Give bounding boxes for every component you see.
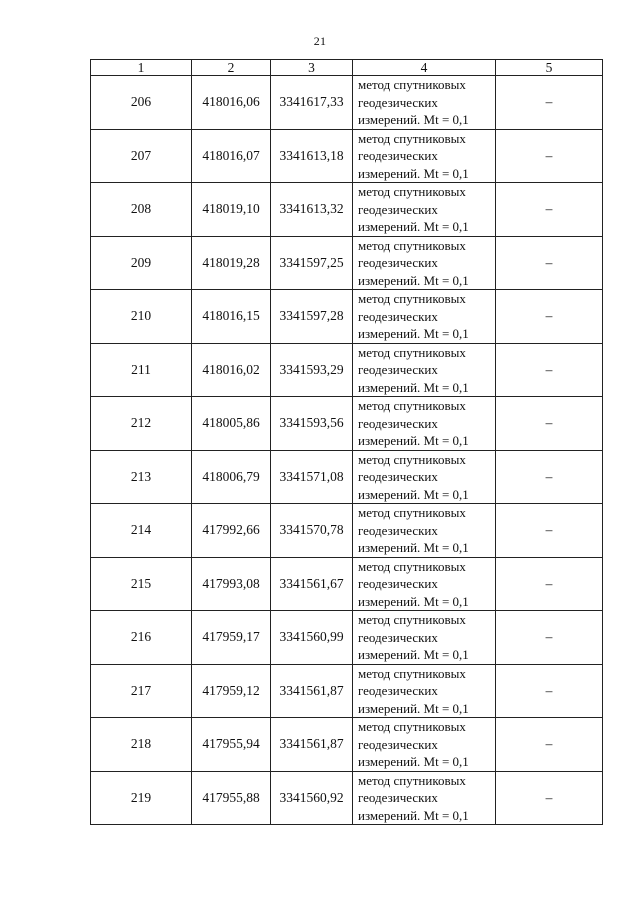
table-row	[91, 718, 603, 772]
y-coordinate-cell: 3341561,87	[271, 718, 353, 772]
note-cell: –	[496, 76, 603, 130]
method-text-line: метод спутниковых	[358, 451, 466, 467]
method-text-line: геодезических	[358, 255, 438, 270]
method-cell	[353, 557, 496, 611]
method-cell	[353, 290, 496, 344]
method-text-line: геодезических	[358, 362, 438, 377]
method-text-line: метод спутниковых	[358, 719, 466, 734]
method-text-line: метод спутниковых	[358, 344, 466, 360]
note-cell: –	[496, 290, 603, 344]
x-coordinate-cell: 418006,79	[192, 450, 271, 504]
method-cell	[353, 183, 496, 237]
point-number-cell: 219	[91, 771, 192, 825]
method-cell	[353, 76, 496, 130]
x-coordinate-cell: 418019,28	[192, 236, 271, 290]
x-coordinate-cell: 417959,12	[192, 664, 271, 718]
method-text-line: метод спутниковых	[358, 184, 466, 199]
x-coordinate-cell: 418005,86	[192, 397, 271, 451]
method-text-line: метод спутниковых	[358, 130, 466, 146]
point-number-cell: 215	[91, 557, 192, 611]
column-header: 4	[353, 60, 496, 76]
method-text-line: измерений. Mt = 0,1	[358, 540, 469, 555]
x-coordinate-cell: 417993,08	[192, 557, 271, 611]
table-row	[91, 183, 603, 237]
method-text-line: геодезических	[358, 522, 438, 538]
method-text-line: измерений. Mt = 0,1	[358, 700, 469, 716]
table-row	[91, 611, 603, 665]
x-coordinate-cell: 418016,06	[192, 76, 271, 130]
note-cell: –	[496, 557, 603, 611]
method-text-line: измерений. Mt = 0,1	[358, 807, 469, 823]
y-coordinate-cell: 3341613,32	[271, 183, 353, 237]
method-cell	[353, 718, 496, 772]
y-coordinate-cell: 3341571,08	[271, 450, 353, 504]
note-cell: –	[496, 450, 603, 504]
column-header: 1	[91, 60, 192, 76]
note-cell: –	[496, 504, 603, 558]
table-row	[91, 504, 603, 558]
method-text-line: геодезических	[358, 790, 438, 805]
method-text-line: геодезических	[358, 201, 438, 217]
method-text-line: метод спутниковых	[358, 772, 466, 788]
table-row	[91, 236, 603, 290]
y-coordinate-cell: 3341561,67	[271, 557, 353, 611]
note-cell: –	[496, 129, 603, 183]
method-text-line: метод спутниковых	[358, 291, 466, 306]
method-text-line: геодезических	[358, 148, 438, 163]
method-text-line: измерений. Mt = 0,1	[358, 593, 469, 609]
y-coordinate-cell: 3341617,33	[271, 76, 353, 130]
table-row	[91, 397, 603, 451]
note-cell: –	[496, 771, 603, 825]
point-number-cell: 207	[91, 129, 192, 183]
method-text-line: измерений. Mt = 0,1	[358, 272, 469, 288]
column-header: 3	[271, 60, 353, 76]
point-number-cell: 212	[91, 397, 192, 451]
table-row	[91, 450, 603, 504]
method-text-line: измерений. Mt = 0,1	[358, 754, 469, 769]
method-cell	[353, 771, 496, 825]
note-cell: –	[496, 664, 603, 718]
method-text-line: измерений. Mt = 0,1	[358, 165, 469, 181]
method-text-line: метод спутниковых	[358, 558, 466, 574]
method-text-line: измерений. Mt = 0,1	[358, 112, 469, 127]
method-cell	[353, 611, 496, 665]
method-cell	[353, 504, 496, 558]
x-coordinate-cell: 417955,94	[192, 718, 271, 772]
method-text-line: измерений. Mt = 0,1	[358, 379, 469, 395]
method-text-line: измерений. Mt = 0,1	[358, 486, 469, 502]
note-cell: –	[496, 718, 603, 772]
y-coordinate-cell: 3341593,29	[271, 343, 353, 397]
note-cell: –	[496, 236, 603, 290]
method-text-line: геодезических	[358, 94, 438, 110]
table-row	[91, 76, 603, 130]
method-text-line: метод спутниковых	[358, 665, 466, 681]
x-coordinate-cell: 418016,15	[192, 290, 271, 344]
method-text-line: метод спутниковых	[358, 237, 466, 253]
y-coordinate-cell: 3341561,87	[271, 664, 353, 718]
method-text-line: измерений. Mt = 0,1	[358, 647, 469, 662]
point-number-cell: 217	[91, 664, 192, 718]
note-cell: –	[496, 183, 603, 237]
method-text-line: геодезических	[358, 308, 438, 324]
method-cell	[353, 450, 496, 504]
method-text-line: геодезических	[358, 629, 438, 645]
x-coordinate-cell: 418016,02	[192, 343, 271, 397]
y-coordinate-cell: 3341593,56	[271, 397, 353, 451]
table-row	[91, 771, 603, 825]
column-header: 5	[496, 60, 603, 76]
point-number-cell: 206	[91, 76, 192, 130]
point-number-cell: 211	[91, 343, 192, 397]
method-text-line: геодезических	[358, 736, 438, 752]
note-cell: –	[496, 343, 603, 397]
note-cell: –	[496, 397, 603, 451]
y-coordinate-cell: 3341570,78	[271, 504, 353, 558]
method-cell	[353, 343, 496, 397]
y-coordinate-cell: 3341560,99	[271, 611, 353, 665]
table-header-row	[91, 60, 603, 76]
method-text-line: геодезических	[358, 683, 438, 698]
x-coordinate-cell: 417959,17	[192, 611, 271, 665]
x-coordinate-cell: 417992,66	[192, 504, 271, 558]
method-text-line: метод спутниковых	[358, 505, 466, 520]
table-row	[91, 664, 603, 718]
column-header: 2	[192, 60, 271, 76]
method-cell	[353, 664, 496, 718]
point-number-cell: 209	[91, 236, 192, 290]
method-text-line: метод спутниковых	[358, 398, 466, 413]
point-number-cell: 216	[91, 611, 192, 665]
method-cell	[353, 236, 496, 290]
method-cell	[353, 397, 496, 451]
table-row	[91, 557, 603, 611]
y-coordinate-cell: 3341597,28	[271, 290, 353, 344]
method-text-line: геодезических	[358, 469, 438, 484]
point-number-cell: 213	[91, 450, 192, 504]
method-text-line: геодезических	[358, 415, 438, 431]
method-text-line: геодезических	[358, 576, 438, 591]
note-cell: –	[496, 611, 603, 665]
point-number-cell: 214	[91, 504, 192, 558]
table-body	[91, 76, 603, 825]
y-coordinate-cell: 3341560,92	[271, 771, 353, 825]
method-text-line: измерений. Mt = 0,1	[358, 326, 469, 341]
x-coordinate-cell: 417955,88	[192, 771, 271, 825]
method-text-line: метод спутниковых	[358, 77, 466, 92]
table-row	[91, 129, 603, 183]
point-number-cell: 210	[91, 290, 192, 344]
method-text-line: измерений. Mt = 0,1	[358, 219, 469, 234]
method-text-line: метод спутниковых	[358, 612, 466, 627]
method-text-line: измерений. Mt = 0,1	[358, 433, 469, 448]
coordinates-table	[90, 59, 603, 825]
y-coordinate-cell: 3341597,25	[271, 236, 353, 290]
y-coordinate-cell: 3341613,18	[271, 129, 353, 183]
method-cell	[353, 129, 496, 183]
page-number: 21	[313, 34, 327, 48]
point-number-cell: 218	[91, 718, 192, 772]
table-row	[91, 343, 603, 397]
x-coordinate-cell: 418019,10	[192, 183, 271, 237]
table-row	[91, 290, 603, 344]
x-coordinate-cell: 418016,07	[192, 129, 271, 183]
point-number-cell: 208	[91, 183, 192, 237]
